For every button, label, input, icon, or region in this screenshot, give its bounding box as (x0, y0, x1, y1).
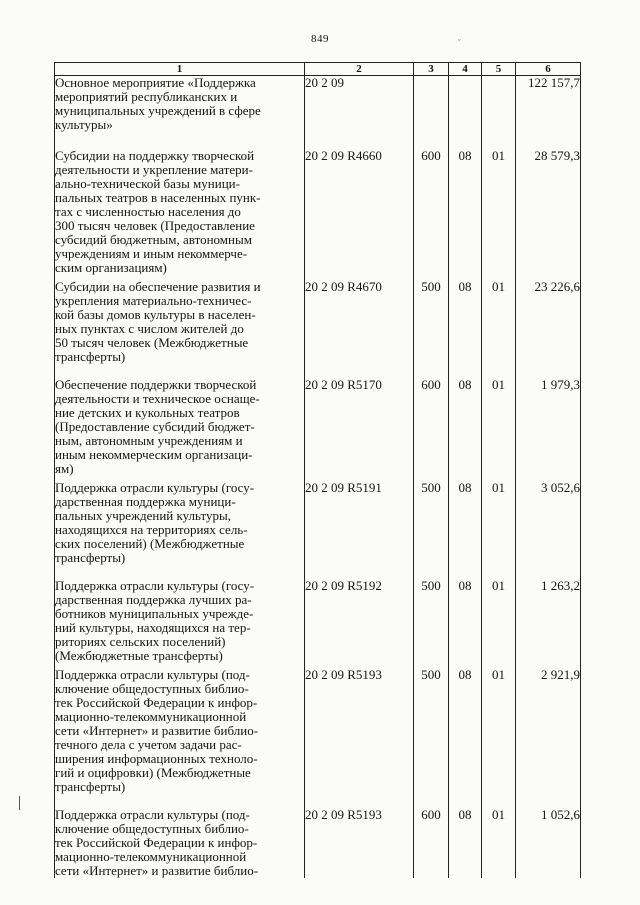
table-row (55, 373, 581, 476)
row-name-line: гий и оцифровки) (Межбюджетные (55, 765, 251, 780)
row-code-cell: 20 2 09 R4670 (305, 275, 414, 373)
row-name-line: Субсидии на обеспечение развития и (55, 279, 261, 294)
row-col4-cell: 08 (449, 373, 482, 476)
row-name-line: пальных театров в населенных пунк- (55, 190, 261, 205)
row-name-line: сети «Интернет» и развитие библио- (55, 863, 259, 878)
header-row (55, 63, 581, 76)
table-body (55, 76, 581, 878)
row-name-line: Поддержка отрасли культуры (госу- (55, 578, 255, 593)
row-name-line: Поддержка отрасли культуры (госу- (55, 480, 255, 495)
row-name-line: Поддержка отрасли культуры (под- (55, 807, 250, 822)
row-code-cell: 20 2 09 R4660 (305, 146, 414, 275)
row-sum-cell: 2 921,9 (516, 663, 581, 803)
row-name-line: субсидий бюджетным, автономным (55, 232, 252, 247)
row-name-line: ям) (55, 461, 74, 476)
row-col5-cell: 01 (482, 663, 516, 803)
row-name-line: (Межбюджетные трансферты) (55, 648, 223, 663)
row-name-cell (55, 476, 305, 574)
row-col5-cell: 01 (482, 146, 516, 275)
row-name-line: Поддержка отрасли культуры (под- (55, 667, 250, 682)
row-sum-cell: 28 579,3 (516, 146, 581, 275)
row-name-line: Обеспечение поддержки творческой (55, 377, 257, 392)
column-header-1: 1 (55, 63, 305, 76)
row-sum-cell: 122 157,7 (516, 76, 581, 146)
table-row (55, 146, 581, 275)
row-name-line: ских поселений) (Межбюджетные (55, 536, 245, 551)
row-col4-cell: 08 (449, 476, 482, 574)
row-name-line: ний культуры, находящихся на тер- (55, 620, 251, 635)
row-col4-cell: 08 (449, 803, 482, 878)
row-name-line: деятельности и укрепление матери- (55, 162, 253, 177)
row-name-cell (55, 803, 305, 878)
row-col5-cell: 01 (482, 574, 516, 663)
row-name-cell (55, 275, 305, 373)
row-name-cell (55, 663, 305, 803)
row-col5-cell: 01 (482, 476, 516, 574)
row-name-line: (Предоставление субсидий бюджет- (55, 419, 255, 434)
scan-speck: ˇ (458, 38, 461, 47)
row-name-line: пальных учреждений культуры, (55, 508, 231, 523)
row-col4-cell: 08 (449, 663, 482, 803)
row-col3-cell: 500 (414, 476, 449, 574)
row-name-line: тек Российской Федерации к инфор- (55, 835, 258, 850)
row-name-line: находящихся на территориях сель- (55, 522, 248, 537)
row-name-line: деятельности и техническое оснаще- (55, 391, 260, 406)
row-sum-cell: 1 263,2 (516, 574, 581, 663)
row-name-line: трансферты) (55, 779, 126, 794)
row-name-line: ключение общедоступных библио- (55, 821, 249, 836)
row-col3-cell: 600 (414, 146, 449, 275)
row-name-cell (55, 76, 305, 146)
row-name-line: культуры» (55, 118, 113, 132)
row-name-line: ным, автономным учреждениям и (55, 433, 243, 448)
row-name-line: тек Российской Федерации к инфор- (55, 695, 258, 710)
row-name-line: Субсидии на поддержку творческой (55, 148, 255, 163)
budget-table (54, 62, 581, 878)
row-code-cell: 20 2 09 R5193 (305, 803, 414, 878)
column-header-2: 2 (305, 63, 414, 76)
row-col4-cell: 08 (449, 275, 482, 373)
row-sum-cell: 3 052,6 (516, 476, 581, 574)
row-name-cell (55, 373, 305, 476)
row-name-line: ально-технической базы муници- (55, 176, 240, 191)
table-row (55, 275, 581, 373)
row-name-line: ширения информационных техноло- (55, 751, 258, 766)
row-name-line: Основное мероприятие «Поддержка (55, 76, 256, 90)
row-name-line: трансферты) (55, 349, 126, 364)
row-name-line: риториях сельских поселений) (55, 634, 226, 649)
row-name-line: мационно-телекоммуникационной (55, 709, 247, 724)
row-name-line: кой базы домов культуры в населен- (55, 307, 256, 322)
row-col4-cell: 08 (449, 574, 482, 663)
row-name-line: ных пунктах с числом жителей до (55, 321, 244, 336)
row-col5-cell (482, 76, 516, 146)
row-col3-cell (414, 76, 449, 146)
row-name-line: учреждениям и иным некоммерче- (55, 246, 248, 261)
row-col4-cell: 08 (449, 146, 482, 275)
row-col3-cell: 500 (414, 574, 449, 663)
row-name-line: 50 тысяч человек (Межбюджетные (55, 335, 249, 350)
row-col3-cell: 500 (414, 275, 449, 373)
row-sum-cell: 1 052,6 (516, 803, 581, 878)
row-code-cell: 20 2 09 (305, 76, 414, 146)
row-name-line: ским организациям) (55, 260, 167, 275)
row-name-line: ключение общедоступных библио- (55, 681, 249, 696)
row-name-cell (55, 146, 305, 275)
scan-margin-mark (19, 796, 20, 810)
row-sum-cell: 1 979,3 (516, 373, 581, 476)
row-name-line: укрепления материально-техничес- (55, 293, 252, 308)
table-row (55, 663, 581, 803)
row-name-line: ботников муниципальных учрежде- (55, 606, 254, 621)
row-code-cell: 20 2 09 R5192 (305, 574, 414, 663)
table-row (55, 476, 581, 574)
row-sum-cell: 23 226,6 (516, 275, 581, 373)
row-name-line: дарственная поддержка лучших ра- (55, 592, 252, 607)
row-col4-cell (449, 76, 482, 146)
column-header-6: 6 (516, 63, 581, 76)
row-name-cell (55, 574, 305, 663)
row-name-line: муниципальных учреждений в сфере (55, 104, 261, 118)
row-col5-cell: 01 (482, 275, 516, 373)
table-row (55, 574, 581, 663)
table-row (55, 803, 581, 878)
row-name-line: дарственная поддержка муници- (55, 494, 236, 509)
column-header-3: 3 (414, 63, 449, 76)
column-header-5: 5 (482, 63, 516, 76)
row-name-line: сети «Интернет» и развитие библио- (55, 723, 259, 738)
column-header-4: 4 (449, 63, 482, 76)
row-name-line: 300 тысяч человек (Предоставление (55, 218, 255, 233)
row-name-line: трансферты) (55, 550, 126, 565)
row-name-line: мероприятий республиканских и (55, 90, 238, 104)
row-code-cell: 20 2 09 R5191 (305, 476, 414, 574)
row-col3-cell: 600 (414, 373, 449, 476)
row-code-cell: 20 2 09 R5193 (305, 663, 414, 803)
row-code-cell: 20 2 09 R5170 (305, 373, 414, 476)
table-header (55, 63, 581, 76)
row-col5-cell: 01 (482, 373, 516, 476)
row-name-line: мационно-телекоммуникационной (55, 849, 247, 864)
row-col3-cell: 500 (414, 663, 449, 803)
row-name-line: ние детских и кукольных театров (55, 405, 240, 420)
page-number: 849 (311, 33, 329, 45)
row-name-line: тах с численностью населения до (55, 204, 241, 219)
row-col5-cell: 01 (482, 803, 516, 878)
table-row (55, 76, 581, 146)
row-col3-cell: 600 (414, 803, 449, 878)
row-name-line: течного дела с учетом задачи рас- (55, 737, 242, 752)
row-name-line: иным некоммерческим организаци- (55, 447, 253, 462)
